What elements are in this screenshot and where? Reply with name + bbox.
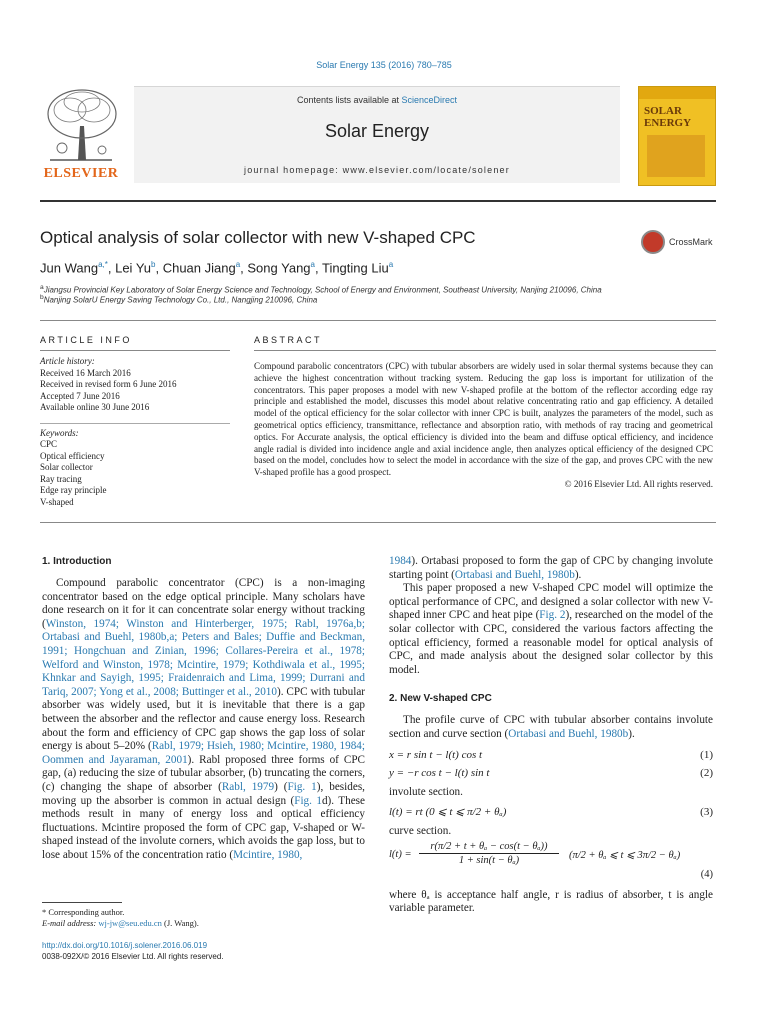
- author-name: Lei Yu: [115, 260, 152, 276]
- affiliation-b: [40, 294, 317, 305]
- crossmark-badge[interactable]: [641, 230, 721, 258]
- contents-prefix: Contents lists available at: [296, 95, 402, 105]
- affiliation-text: Jiangsu Provincial Key Laboratory of Solar Energy Science and Technology, School of Energy and Environment, Southeast University, Nanjing 210096, China: [43, 285, 602, 295]
- text-run: ) (: [274, 780, 288, 793]
- fraction-denominator: 1 + sin(t − θₐ): [458, 854, 520, 866]
- cover-image: [647, 135, 705, 177]
- equation-number: (2): [700, 766, 713, 779]
- text-run: ), besides, moving up the absorber is common in actual design (: [42, 780, 365, 807]
- email-link[interactable]: wj-jw@seu.edu.cn: [98, 918, 162, 928]
- cover-title-line1: SOLAR: [644, 105, 682, 117]
- doi-link[interactable]: http://dx.doi.org/10.1016/j.solener.2016.06.019: [42, 941, 208, 950]
- masthead-rule: [40, 200, 716, 202]
- citation-link[interactable]: Rabl, 1979: [221, 780, 275, 793]
- crossmark-label: CrossMark: [669, 237, 713, 247]
- author-name: Jun Wang: [40, 260, 99, 276]
- section-2-body: [389, 714, 713, 741]
- author-name: Chuan Jiang: [162, 260, 236, 276]
- text-run: ). Ortabasi proposed to form the gap of CPC by changing involute starting point (: [389, 555, 713, 581]
- text-run: ). CPC with tubular absorber was widely used, but it is inevitable that there is a gap between the absorber and the reflector and cause energy loss. Research about the form and efficiency of CPC gap shows the gap loss of solar energy is about 5–20% (: [42, 685, 366, 753]
- affiliation-sup: b: [40, 294, 44, 301]
- contents-line: [134, 95, 620, 105]
- author-name: Tingting Liu: [321, 260, 389, 276]
- fraction-numerator: r(π/2 + t + θₐ − cos(t − θₐ)): [430, 840, 548, 852]
- right-body: [389, 555, 713, 677]
- keyword: Optical efficiency: [40, 450, 105, 461]
- equation-text: y = −r cos t − l(t) sin t: [389, 766, 490, 779]
- email-label: E-mail address:: [42, 918, 99, 928]
- copyright: © 2016 Elsevier Ltd. All rights reserved.: [564, 478, 713, 489]
- history-item: Received in revised form 6 June 2016: [40, 379, 177, 389]
- equation-1: [389, 746, 713, 764]
- text-run: d). These methods result in many of energy loss and optical efficiency fluctuations. Mcintire proposed the form of CPC gap, V-shaped or W-shaped instead of the involute corners, which avoids the gap loss, but to lose about 15% of the concentration ratio (: [42, 794, 365, 861]
- figure-link[interactable]: Fig. 1: [294, 794, 322, 807]
- keyword: Edge ray principle: [40, 485, 107, 495]
- keywords-label: Keywords:: [40, 427, 79, 438]
- sciencedirect-link[interactable]: ScienceDirect: [401, 95, 458, 105]
- journal-citation[interactable]: Solar Energy 135 (2016) 780–785: [316, 60, 452, 70]
- history-label: Article history:: [40, 356, 95, 366]
- rights-line: 0038-092X/© 2016 Elsevier Ltd. All rights reserved.: [42, 952, 224, 961]
- intro-body: [42, 577, 365, 862]
- variables-paragraph: where θₐ is acceptance half angle, r is radius of absorber, t is angle variable parameter.: [389, 888, 713, 915]
- citation-link[interactable]: Ortabasi and Buehl, 1980b: [508, 727, 629, 740]
- abstract-bottom-rule: [40, 522, 716, 523]
- abstract-rule: [254, 350, 716, 351]
- article-info: [40, 356, 230, 508]
- text-run: ).: [574, 568, 582, 581]
- equation-lhs: l(t) =: [389, 848, 412, 860]
- crossmark-icon: [641, 230, 665, 254]
- paper-purpose-paragraph: [389, 582, 713, 677]
- text-run: This paper proposed a new V-shaped CPC model will optimize the optical performance of CPC, and designed a solar collector with new V-shaped inner CPC and heat pipe (: [389, 582, 713, 622]
- citation-link[interactable]: Rabl, 1979; Hsieh, 1980; Mcintire, 1980, 1984; Oommen and Jayaraman, 2001: [42, 740, 366, 766]
- info-rule: [40, 350, 230, 351]
- section-2-heading: 2. New V-shaped CPC: [389, 693, 492, 705]
- equation-4: [389, 841, 713, 881]
- footnote-rule: [42, 902, 122, 903]
- abstract-text: Compound parabolic concentrators (CPC) with tubular absorbers are widely used in solar thermal systems because they can achieve the highest concentration without tracking system. Reducing the gap loss is important for utilization of the concentrators. This paper proposes a model with new V-shaped profile at the bottom of the reflector according edge ray principle and established the model, discusses this model about relative concentrating ratio and gap efficiency. A detailed model of the optical efficiency for the solar collector with inner CPC is built, analyzes the parameters of the model, such as geometrical optics efficiency, transmittance, reflectance and absorption ratio, with methods of ray tracing and geometrical optics. For Accurate analysis, the optical efficiency is divided into the beam and diffuse optical efficiency, and incidence angle radial is divided into incidence angle and axial incidence angle, then analyzes optical efficiency of the designed CPC based on the model, concludes how to select the model in accordance with the size of the gap, and proves CPC with the new V-shaped profile has a good prospect.: [254, 361, 713, 478]
- citation-link[interactable]: Winston, 1974; Winston and Hinterberger, 1975; Rabl, 1976a,b; Ortabasi and Buehl, 1980b,a; Peters and Bales; Duffie and Beckman, 1991; Hongchuan and Zinian, 1996; Collares-Pereira et al., 1978; Welford and Winston, 1978; Mcintire, 1979; Kothdiwala et al., 1995; Khnkar and Sayigh, 1995; Fraidenraich and Lima, 1999; Durrani and Tariq, 2007; Yong et al., 2008; Buttinger et al., 2010: [42, 617, 365, 698]
- history-item: Available online 30 June 2016: [40, 402, 150, 412]
- email-suffix: (J. Wang).: [161, 918, 199, 928]
- figure-link[interactable]: Fig. 1: [287, 780, 317, 793]
- email-line: [42, 918, 365, 929]
- author-name: Song Yang: [247, 260, 311, 276]
- fraction-bar: [419, 853, 559, 854]
- author-sup[interactable]: a: [235, 260, 241, 269]
- equation-text: x = r sin t − l(t) cos t: [389, 748, 483, 761]
- intro-paragraph: [42, 577, 365, 862]
- masthead: [40, 86, 716, 188]
- corresponding-author: * Corresponding author.: [42, 907, 125, 917]
- intro-heading: 1. Introduction: [42, 556, 112, 567]
- citation-link[interactable]: Ortabasi and Buehl, 1980b: [454, 568, 575, 581]
- cover-title: [644, 105, 691, 129]
- equation-fraction: [419, 841, 559, 866]
- text-run: ), researched on the model of the solar collector with CPC, considered the various factors affecting the optical efficiency, formed a reasonable model for optical analysis of CPC, and made analysis about the designed solar collector by this model.: [389, 609, 713, 676]
- keyword: Solar collector: [40, 462, 93, 472]
- keyword: V-shaped: [40, 496, 74, 507]
- figure-link[interactable]: Fig. 2: [539, 609, 566, 622]
- author-sup[interactable]: a: [388, 260, 394, 269]
- author-sup[interactable]: a,*: [98, 260, 108, 269]
- abstract-body: [254, 361, 713, 491]
- equation-text: l(t) = rt (0 ⩽ t ⩽ π/2 + θₐ): [389, 806, 507, 819]
- keyword: Ray tracing: [40, 473, 82, 484]
- continued-paragraph: [389, 555, 713, 582]
- history-item: Accepted 7 June 2016: [40, 390, 120, 401]
- author-sup[interactable]: a: [310, 260, 315, 269]
- history-item: Received 16 March 2016: [40, 367, 131, 378]
- footnote: [42, 902, 365, 929]
- journal-homepage[interactable]: journal homepage: www.elsevier.com/locate/solener: [244, 165, 510, 175]
- right-column: [389, 555, 713, 916]
- journal-title: Solar Energy: [324, 121, 430, 141]
- author-sup[interactable]: b: [151, 260, 156, 269]
- affiliation-sup: a: [40, 284, 44, 291]
- left-column: [42, 556, 365, 862]
- author-list: Jun Wang$^{a,*}$, Lei Yu$^b$, Chuan Jiang$^a$, Song Yang$^a$, Tingting Liu$^a$: [40, 260, 394, 276]
- equation-number: (3): [700, 806, 713, 819]
- equation-number: (4): [700, 868, 713, 880]
- equation-number: (1): [700, 748, 713, 761]
- text-run: Compound parabolic concentrator (CPC) is a non-imaging concentrator based on the edge optical principle. Many scholars have done research on it for it can concentrate solar energy without tracking (: [42, 577, 365, 630]
- involute-label: involute section.: [389, 785, 463, 798]
- equation-3: [389, 803, 713, 821]
- header-divider: [40, 320, 716, 321]
- profile-paragraph: [389, 714, 713, 741]
- journal-cover-thumbnail: [638, 86, 716, 186]
- equation-2: [389, 764, 713, 782]
- article-title: Optical analysis of solar collector with new V-shaped CPC: [40, 228, 476, 247]
- curve-label: curve section.: [389, 825, 452, 838]
- text-run: ).: [628, 727, 635, 740]
- text-run: ). Rabl proposed three forms of CPC gap, (a) reducing the size of tubular absorber, (b) truncating the corners, (c) changing the shape of absorber (: [42, 753, 366, 793]
- equation-range: (π/2 + θₐ ⩽ t ⩽ 3π/2 − θₐ): [569, 849, 681, 861]
- journal-header-box: [134, 86, 620, 183]
- keyword: CPC: [40, 439, 58, 449]
- citation-link[interactable]: 1984: [389, 555, 412, 567]
- abstract-heading: ABSTRACT: [254, 335, 323, 345]
- text-run: The profile curve of CPC with tubular absorber contains involute section and curve section (: [389, 714, 713, 740]
- affiliation-text: Nanjing SolarU Energy Saving Technology Co., Ltd., Nangjing 210096, China: [43, 295, 318, 305]
- cover-strip: [639, 87, 715, 99]
- cover-title-line2: ENERGY: [644, 117, 692, 129]
- doi-block: [42, 940, 224, 962]
- article-info-heading: ARTICLE INFO: [40, 335, 132, 345]
- citation-link[interactable]: Mcintire, 1980,: [233, 848, 303, 861]
- keywords-rule: [40, 423, 230, 424]
- publisher-name: ELSEVIER: [43, 166, 119, 181]
